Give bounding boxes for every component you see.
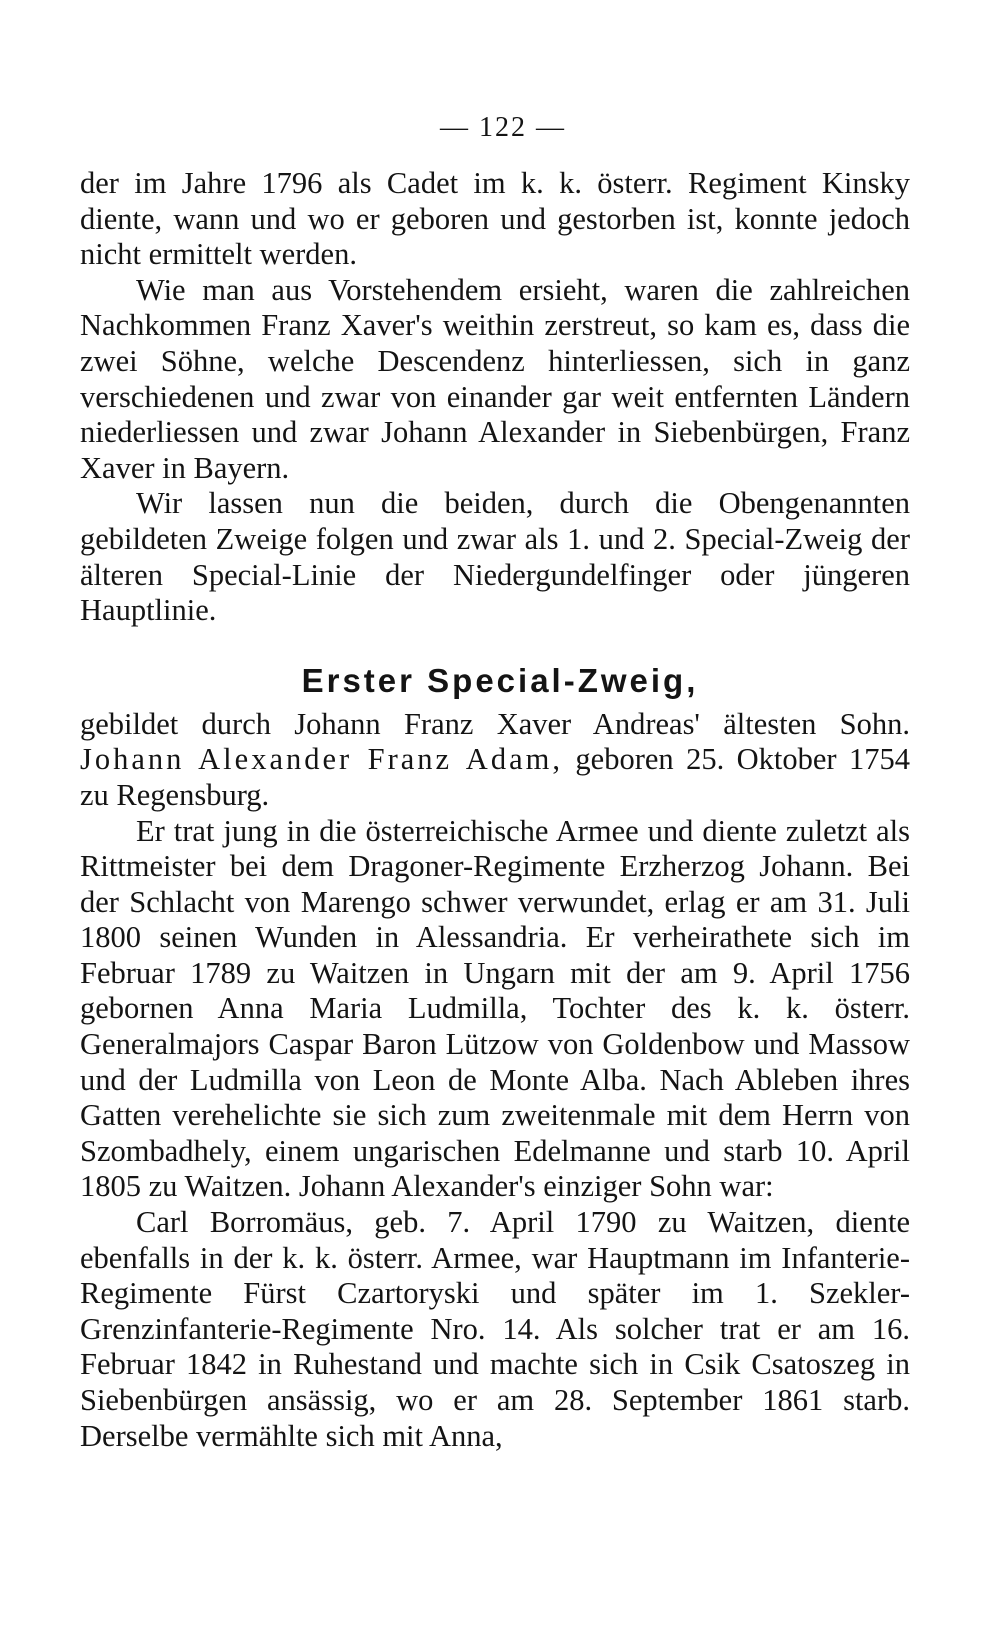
person-name: Johann Alexander Franz Adam,: [80, 742, 563, 777]
section-intro: [80, 707, 910, 814]
page-number: — 122 —: [440, 112, 566, 143]
section-intro-suffix: geboren 25. Oktober 1754 zu Regensburg.: [80, 742, 910, 812]
paragraph-descendants: Wie man aus Vorstehendem ersieht, waren die zahlreichen Nachkommen Franz Xaver's weithin zerstreut, so kam es, dass die zwei Söhne, welche Descendenz hinterliessen, sich in ganz verschiedenen und zwar von einander gar weit entfernten Ländern niederliessen und zwar Johann Alexander in Siebenbürgen, Franz Xaver in Bayern.: [80, 272, 910, 485]
book-page: [80, 108, 910, 1454]
paragraph-branches: Wir lassen nun die beiden, durch die Obengenannten gebildeten Zweige folgen und zwar als 1. und 2. Special-Zweig der älteren Special-Linie der Niedergundelfinger oder jüngeren Hauptlinie.: [80, 486, 910, 628]
paragraph-biography: Er trat jung in die österreichische Armee und diente zuletzt als Rittmeister bei dem Dragoner-Regimente Erzherzog Johann. Bei der Schlacht von Marengo schwer verwundet, erlag er am 31. Juli 1800 seinen Wunden in Alessandria. Er verheirathete sich im Februar 1789 zu Waitzen in Ungarn mit der am 9. April 1756 gebornen Anna Maria Ludmilla, Tochter des k. k. österr. Generalmajors Caspar Baron Lützow von Goldenbow und Massow und der Ludmilla von Leon de Monte Alba. Nach Ableben ihres Gatten verehelichte sie sich zum zweitenmale mit dem Herrn von Szombadhely, einem ungarischen Edelmanne und starb 10. April 1805 zu Waitzen. Johann Alexander's einziger Sohn war:: [80, 813, 910, 1204]
section-intro-prefix: gebildet durch Johann Franz Xaver Andreas' ältesten Sohn.: [80, 706, 910, 741]
section-heading: Erster Special-Zweig,: [301, 661, 699, 699]
paragraph-son: Carl Borromäus, geb. 7. April 1790 zu Waitzen, diente ebenfalls in der k. k. österr. Armee, war Hauptmann im Infanterie-Regimente Fürst Czartoryski und später im 1. Szekler-Grenzinfanterie-Regimente Nro. 14. Als solcher trat er am 16. Februar 1842 in Ruhestand und machte sich in Csik Csatoszeg in Siebenbürgen ansässig, wo er am 28. September 1861 starb. Derselbe vermählte sich mit Anna,: [80, 1205, 910, 1453]
paragraph-continuation: der im Jahre 1796 als Cadet im k. k. österr. Regiment Kinsky diente, wann und wo er geboren und gestorben ist, konnte jedoch nicht ermittelt werden.: [80, 166, 910, 272]
